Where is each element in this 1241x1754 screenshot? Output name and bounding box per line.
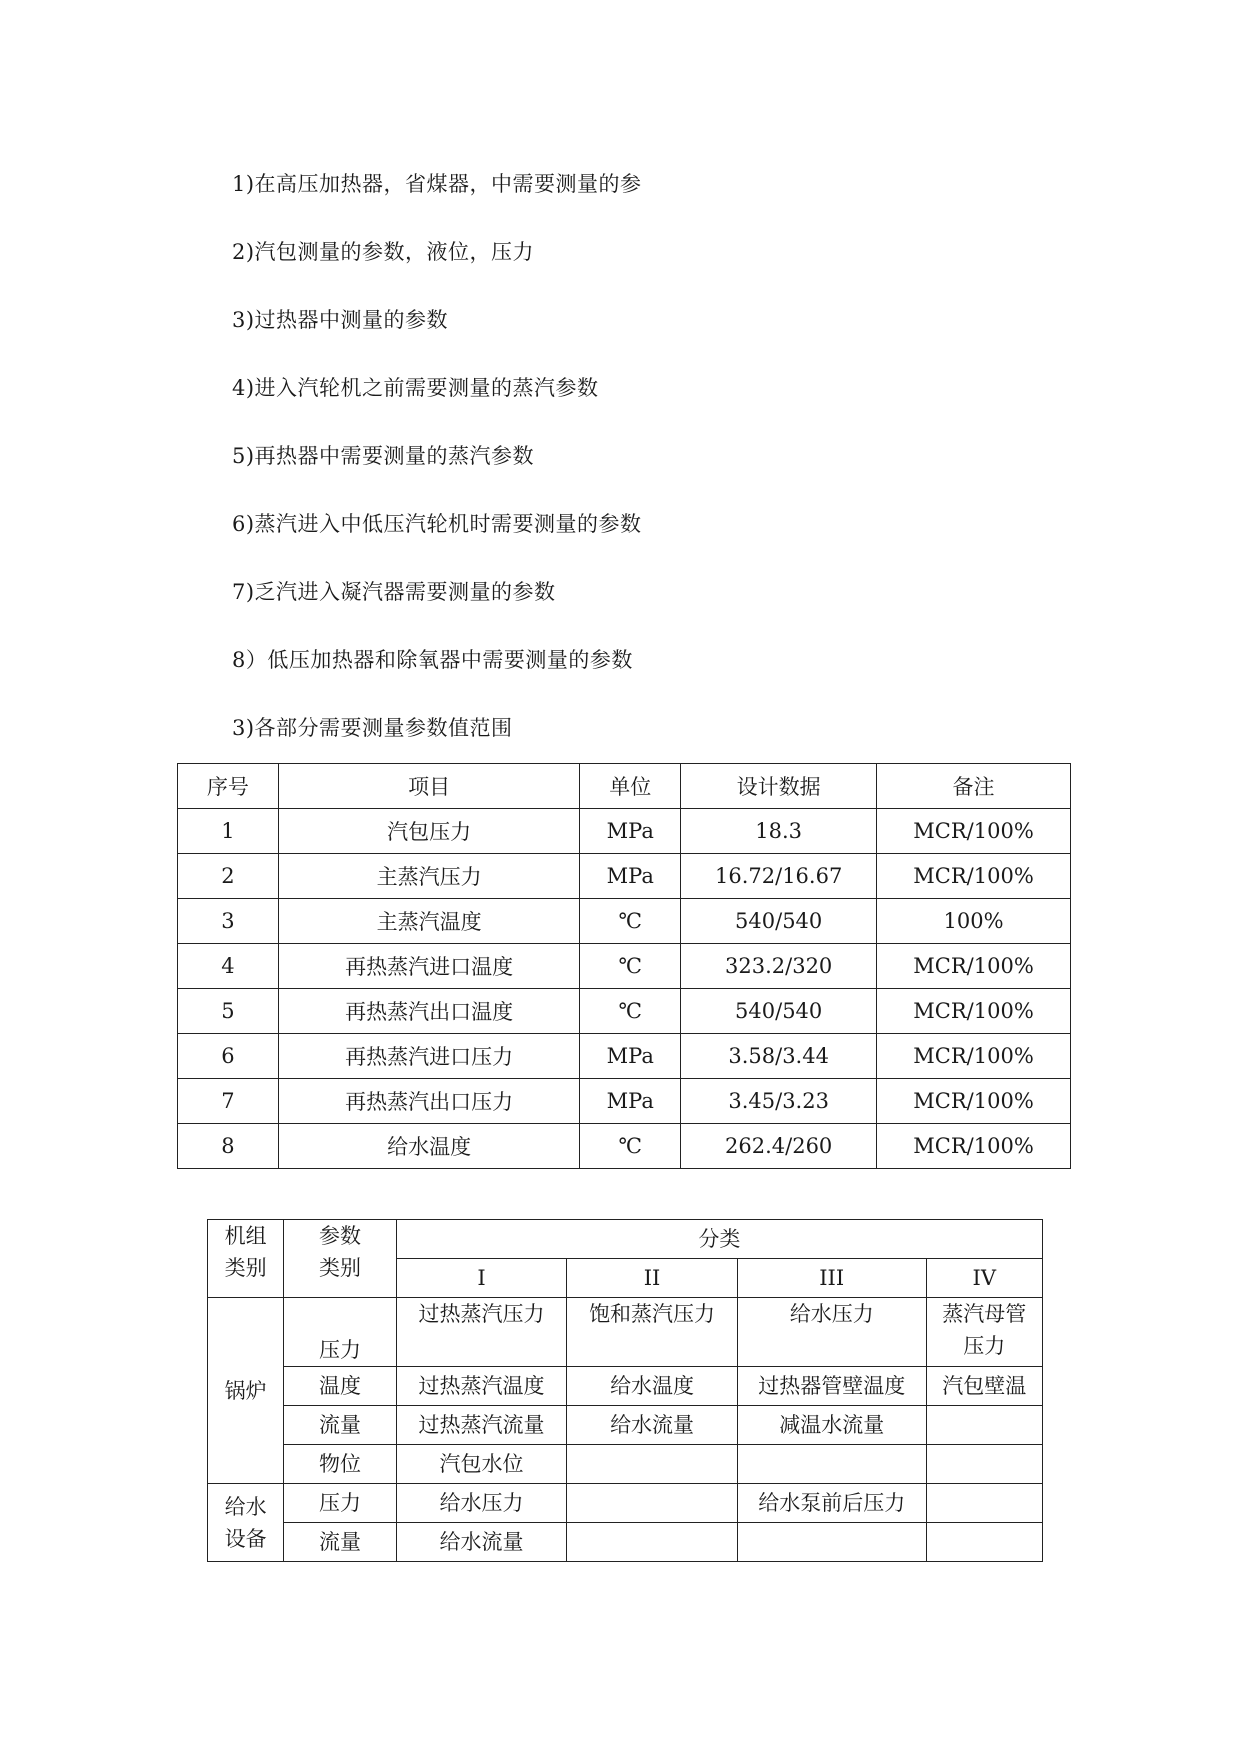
table-cell: ℃	[580, 899, 681, 944]
table-cell	[567, 1484, 738, 1523]
table-header-row	[178, 764, 1071, 809]
table-row	[208, 1298, 1043, 1367]
table-cell: ℃	[580, 989, 681, 1034]
table-row	[208, 1484, 1043, 1523]
table-cell	[567, 1445, 738, 1484]
table-cell: 3.58/3.44	[681, 1034, 877, 1079]
table-row	[178, 1034, 1071, 1079]
table-cell: 汽包压力	[278, 809, 579, 854]
table-cell: 再热蒸汽出口压力	[278, 1079, 579, 1124]
table-row	[178, 989, 1071, 1034]
table-cell: 汽包水位	[396, 1445, 567, 1484]
table-row	[208, 1367, 1043, 1406]
boiler-label: 锅炉	[208, 1298, 284, 1484]
table-cell: 主蒸汽压力	[278, 854, 579, 899]
table-cell: 540/540	[681, 899, 877, 944]
table-cell: 蒸汽母管 压力	[926, 1298, 1042, 1367]
table-cell	[737, 1445, 926, 1484]
table-cell: 流量	[284, 1406, 396, 1445]
table-cell: 给水泵前后压力	[737, 1484, 926, 1523]
table-cell	[737, 1523, 926, 1562]
list-item: 1)在高压加热器，省煤器，中需要测量的参	[232, 172, 642, 196]
table-cell: 540/540	[681, 989, 877, 1034]
table-cell: 过热蒸汽温度	[396, 1367, 567, 1406]
table-cell: MPa	[580, 1079, 681, 1124]
table-cell: 18.3	[681, 809, 877, 854]
table-cell: 2	[178, 854, 279, 899]
header-cell: 备注	[877, 764, 1071, 809]
table-cell: 323.2/320	[681, 944, 877, 989]
table-header-row	[208, 1220, 1043, 1259]
list-item: 8）低压加热器和除氧器中需要测量的参数	[232, 648, 633, 672]
table-cell: 流量	[284, 1523, 396, 1562]
table-cell: MCR/100%	[877, 944, 1071, 989]
table-cell	[926, 1445, 1042, 1484]
table-cell: 给水流量	[567, 1406, 738, 1445]
table-cell: 16.72/16.67	[681, 854, 877, 899]
table-row	[178, 854, 1071, 899]
table-row	[208, 1445, 1043, 1484]
table-cell: MCR/100%	[877, 989, 1071, 1034]
table-cell: ℃	[580, 944, 681, 989]
class-header: IV	[926, 1259, 1042, 1298]
table-cell: 温度	[284, 1367, 396, 1406]
list-item: 5)再热器中需要测量的蒸汽参数	[232, 444, 535, 468]
header-cell: 单位	[580, 764, 681, 809]
class-header: I	[396, 1259, 567, 1298]
table-cell: 6	[178, 1034, 279, 1079]
table-cell: 再热蒸汽进口压力	[278, 1034, 579, 1079]
table-cell: 给水温度	[567, 1367, 738, 1406]
table-row	[208, 1523, 1043, 1562]
classification-table	[207, 1219, 1043, 1562]
header-cell: 序号	[178, 764, 279, 809]
list-item: 2)汽包测量的参数，液位，压力	[232, 240, 535, 264]
table-cell: MPa	[580, 1034, 681, 1079]
table-cell: 给水压力	[737, 1298, 926, 1367]
table-cell: 3	[178, 899, 279, 944]
list-item: 4)进入汽轮机之前需要测量的蒸汽参数	[232, 376, 599, 400]
table-row	[178, 899, 1071, 944]
table-cell: ℃	[580, 1124, 681, 1169]
table-cell: 再热蒸汽进口温度	[278, 944, 579, 989]
table-cell: 压力	[284, 1484, 396, 1523]
table-cell: 过热蒸汽压力	[396, 1298, 567, 1367]
table-cell: 1	[178, 809, 279, 854]
list-item: 7)乏汽进入凝汽器需要测量的参数	[232, 580, 556, 604]
list-item: 3)过热器中测量的参数	[232, 308, 449, 332]
table-cell: 过热蒸汽流量	[396, 1406, 567, 1445]
table-cell: MCR/100%	[877, 809, 1071, 854]
table-cell: 100%	[877, 899, 1071, 944]
design-data-table	[177, 763, 1071, 1169]
unit-category-header: 机组 类别	[208, 1220, 284, 1298]
table-cell: 汽包壁温	[926, 1367, 1042, 1406]
table-row	[178, 1124, 1071, 1169]
table-cell	[926, 1523, 1042, 1562]
table-cell: MPa	[580, 854, 681, 899]
table-cell: 5	[178, 989, 279, 1034]
table-cell: MCR/100%	[877, 1034, 1071, 1079]
table-cell: 给水压力	[396, 1484, 567, 1523]
section-heading: 3)各部分需要测量参数值范围	[232, 716, 513, 740]
table-cell: 4	[178, 944, 279, 989]
table-cell: 再热蒸汽出口温度	[278, 989, 579, 1034]
table-cell: MCR/100%	[877, 854, 1071, 899]
table-cell: 给水温度	[278, 1124, 579, 1169]
classification-header: 分类	[396, 1220, 1042, 1259]
table-cell: 饱和蒸汽压力	[567, 1298, 738, 1367]
table-cell	[926, 1484, 1042, 1523]
table-cell: 3.45/3.23	[681, 1079, 877, 1124]
table-cell: MCR/100%	[877, 1079, 1071, 1124]
table-cell: 减温水流量	[737, 1406, 926, 1445]
table-row	[178, 944, 1071, 989]
list-item: 6)蒸汽进入中低压汽轮机时需要测量的参数	[232, 512, 642, 536]
table-cell: 主蒸汽温度	[278, 899, 579, 944]
table-cell: 物位	[284, 1445, 396, 1484]
feedwater-label: 给水 设备	[208, 1484, 284, 1562]
table-cell	[926, 1406, 1042, 1445]
table-cell: 压力	[284, 1298, 396, 1367]
class-header: II	[567, 1259, 738, 1298]
table-cell: 7	[178, 1079, 279, 1124]
table-cell: 262.4/260	[681, 1124, 877, 1169]
table-cell: 8	[178, 1124, 279, 1169]
class-header: III	[737, 1259, 926, 1298]
table-cell	[567, 1523, 738, 1562]
table-cell: MCR/100%	[877, 1124, 1071, 1169]
param-category-header: 参数 类别	[284, 1220, 396, 1298]
table-cell: 过热器管壁温度	[737, 1367, 926, 1406]
table-row	[178, 809, 1071, 854]
table-row	[208, 1406, 1043, 1445]
table-cell: 给水流量	[396, 1523, 567, 1562]
table-row	[178, 1079, 1071, 1124]
header-cell: 项目	[278, 764, 579, 809]
table-cell: MPa	[580, 809, 681, 854]
header-cell: 设计数据	[681, 764, 877, 809]
